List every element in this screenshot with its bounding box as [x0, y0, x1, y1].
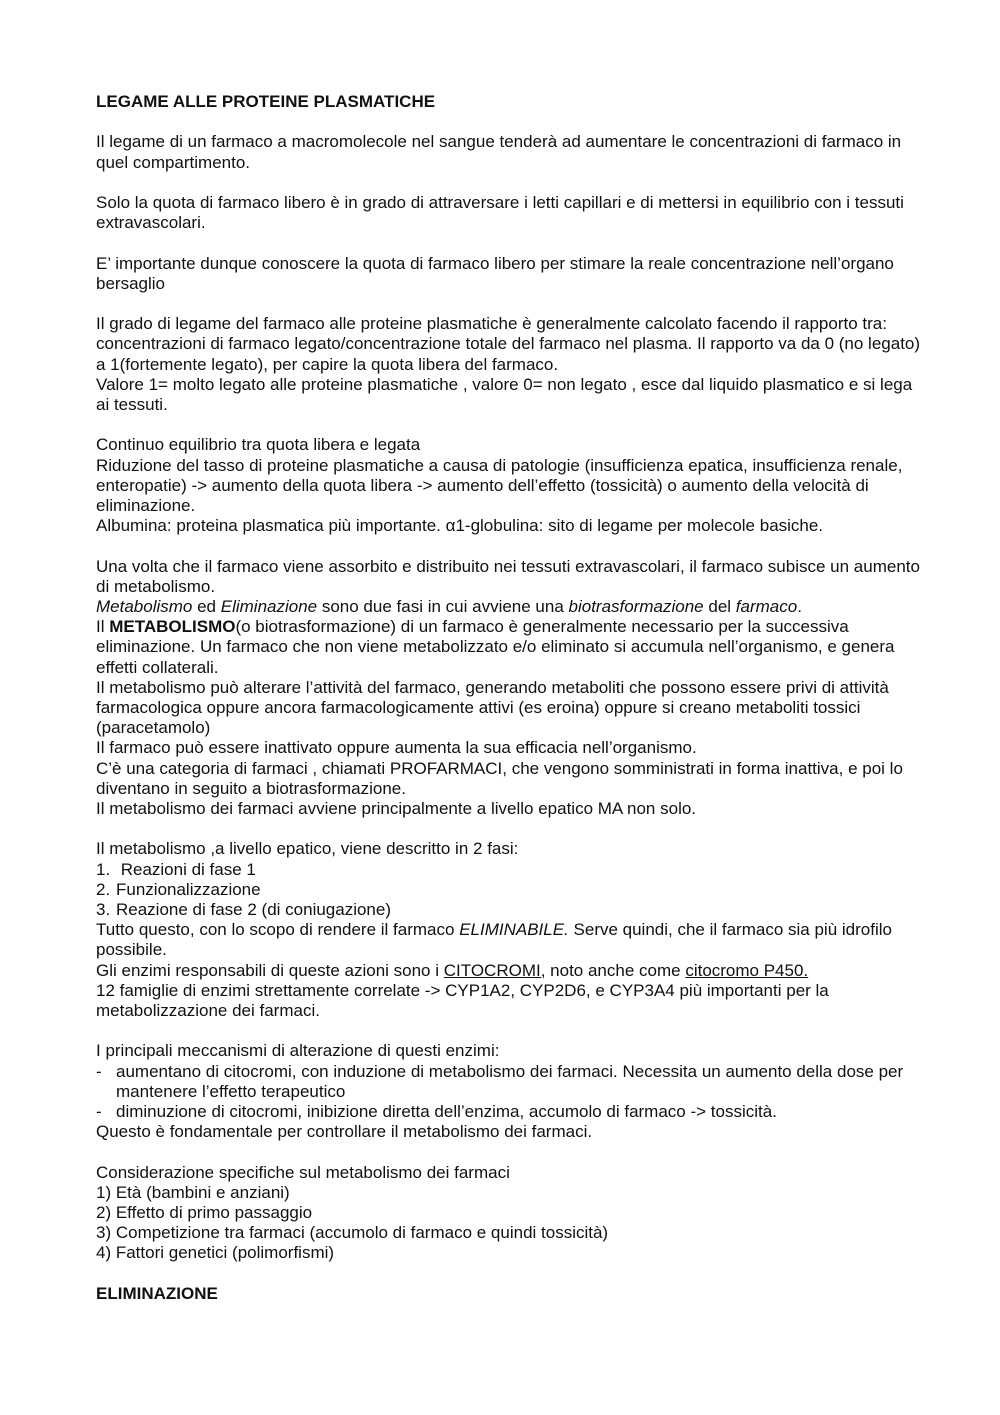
- paragraph-eliminabile: [96, 920, 926, 960]
- paragraph-valore: Valore 1= molto legato alle proteine plasmatiche , valore 0= non legato , esce dal liquido plasmatico e si lega ai tessuti.: [96, 374, 913, 414]
- list-item: [96, 1102, 926, 1122]
- consideration-item: 4) Fattori genetici (polimorfismi): [96, 1243, 335, 1263]
- paragraph-legame-intro: Il legame di un farmaco a macromolecole nel sangue tenderà ad aumentare le concentrazioni di farmaco in quel compartimento.: [96, 132, 902, 172]
- paragraph-quota-libera: Solo la quota di farmaco libero è in grado di attraversare i letti capillari e di mettersi in equilibrio con i tessuti extravascolari.: [96, 192, 904, 233]
- list-text: Reazione di fase 2 (di coniugazione): [116, 900, 392, 920]
- consideration-item: 1) Età (bambini e anziani): [96, 1182, 290, 1202]
- text-span: (o biotrasformazione) di un farmaco è generalmente necessario per la successiva eliminazione. Un farmaco che non viene metabolizzato e/o eliminato si accumula nell’organismo, e genera effetti collaterali.: [96, 617, 895, 677]
- paragraph-equilibrio: Continuo equilibrio tra quota libera e legata: [96, 435, 421, 455]
- paragraph-metabolismo: [96, 617, 926, 678]
- list-marker: 3.: [96, 900, 111, 920]
- text-biotrasformazione: biotrasformazione: [568, 596, 704, 616]
- phases-list: [96, 860, 926, 921]
- text-span: Il: [96, 617, 110, 637]
- text-span: sono due fasi in cui avviene una: [317, 596, 569, 616]
- text-citocromi: CITOCROMI,: [443, 960, 546, 980]
- paragraph-due-fasi: Il metabolismo ,a livello epatico, viene descritto in 2 fasi:: [96, 839, 519, 859]
- list-text: diminuzione di citocromi, inibizione diretta dell’enzima, accumolo di farmaco -> tossicità.: [116, 1102, 777, 1122]
- text-span: Serve quindi, che il farmaco sia più idrofilo possibile.: [96, 920, 892, 960]
- text-span: Gli enzimi responsabili di queste azioni sono i: [96, 960, 444, 980]
- list-item: [96, 900, 926, 920]
- paragraph-profarmaci: C’è una categoria di farmaci , chiamati PROFARMACI, che vengono somministrati in forma inattiva, e poi lo diventano in seguito a biotrasformazione.: [96, 758, 903, 798]
- paragraph-assorbimento: Una volta che il farmaco viene assorbito e distribuito nei tessuti extravascolari, il farmaco subisce un aumento di metabolismo.: [96, 556, 920, 596]
- text-p450: citocromo P450.: [685, 960, 809, 980]
- list-marker: -: [96, 1102, 102, 1122]
- text-metabolismo: Metabolismo: [96, 596, 193, 616]
- list-marker: 2.: [96, 879, 111, 899]
- list-text: aumentano di citocromi, con induzione di metabolismo dei farmaci. Necessita un aumento della dose per mantenere l’effetto terapeutico: [116, 1061, 904, 1101]
- list-marker: -: [96, 1061, 102, 1081]
- text-span: ed: [192, 596, 221, 616]
- text-span: Tutto questo, con lo scopo di rendere il farmaco: [96, 920, 460, 940]
- paragraph-famiglie: 12 famiglie di enzimi strettamente correlate -> CYP1A2, CYP2D6, e CYP3A4 più importanti per la metabolizzazione dei farmaci.: [96, 980, 829, 1021]
- paragraph-inattivato: Il farmaco può essere inattivato oppure aumenta la sua efficacia nell’organismo.: [96, 738, 697, 758]
- list-text: Reazioni di fase 1: [116, 859, 256, 879]
- text-metabolismo-bold: METABOLISMO: [109, 617, 236, 637]
- paragraph-fasi: [96, 597, 926, 617]
- list-item: [96, 860, 926, 880]
- paragraph-meccanismi: I principali meccanismi di alterazione di questi enzimi:: [96, 1041, 500, 1061]
- text-span: noto anche come: [545, 960, 686, 980]
- text-eliminabile: ELIMINABILE.: [459, 920, 569, 940]
- text-span: del: [703, 596, 736, 616]
- document-page: [96, 92, 926, 1304]
- list-item: [96, 880, 926, 900]
- paragraph-fondamentale: Questo è fondamentale per controllare il metabolismo dei farmaci.: [96, 1122, 593, 1142]
- text-farmaco: farmaco: [735, 596, 798, 616]
- paragraph-albumina: Albumina: proteina plasmatica più importante. α1-globulina: sito di legame per molecole basiche.: [96, 516, 824, 536]
- paragraph-riduzione: Riduzione del tasso di proteine plasmatiche a causa di patologie (insufficienza epatica, insufficienza renale, enteropatie) -> aumento della quota libera -> aumento dell’effetto (tossicità) o aumento della velocità di eliminazione.: [96, 455, 903, 515]
- heading-eliminazione: ELIMINAZIONE: [96, 1283, 218, 1303]
- list-marker: 1.: [96, 859, 111, 879]
- mechanisms-list: [96, 1062, 926, 1123]
- paragraph-livello-epatico: Il metabolismo dei farmaci avviene principalmente a livello epatico MA non solo.: [96, 799, 697, 819]
- paragraph-importanza: E’ importante dunque conoscere la quota di farmaco libero per stimare la reale concentrazione nell’organo bersaglio: [96, 253, 894, 293]
- consideration-item: 3) Competizione tra farmaci (accumolo di farmaco e quindi tossicità): [96, 1223, 609, 1243]
- paragraph-grado-legame: Il grado di legame del farmaco alle proteine plasmatiche è generalmente calcolato facendo il rapporto tra: concentrazioni di farmaco legato/concentrazione totale del farmaco nel plasma. Il rapporto va da 0 (no legato) a 1(fortemente legato), per capire la quota libera del farmaco.: [96, 314, 921, 374]
- list-text: Funzionalizzazione: [116, 879, 261, 899]
- paragraph-considerazioni: Considerazione specifiche sul metabolismo dei farmaci: [96, 1162, 510, 1182]
- heading-legame: LEGAME ALLE PROTEINE PLASMATICHE: [96, 92, 436, 111]
- consideration-item: 2) Effetto di primo passaggio: [96, 1203, 313, 1223]
- paragraph-alterazione-attivita: Il metabolismo può alterare l’attività del farmaco, generando metaboliti che possono essere privi di attività farmacologica oppure ancora farmacologicamente attivi (es eroina) oppure si creano metaboliti tossici (paracetamolo): [96, 677, 889, 738]
- text-span: .: [797, 596, 802, 616]
- list-item: [96, 1062, 926, 1102]
- text-eliminazione: Eliminazione: [220, 596, 318, 616]
- paragraph-citocromi: [96, 961, 926, 981]
